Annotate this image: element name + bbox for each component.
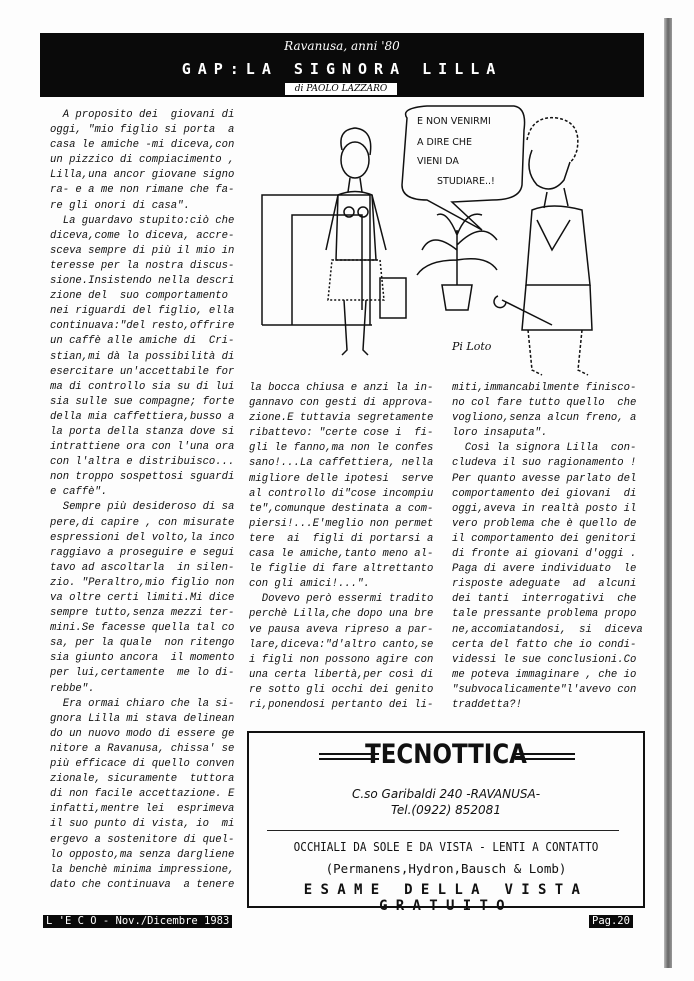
article-title: GAP:LA SIGNORA LILLA [181, 60, 503, 78]
text-line: la bocca chiusa e anzi la in- [249, 382, 434, 394]
ad-phone: Tel.(0922) 852081 [391, 803, 501, 817]
text-line: Lilla,una ancor giovane signo [50, 169, 235, 182]
text-line: Paga di avere individuato le [452, 563, 637, 576]
ad-divider [267, 830, 619, 831]
woman-left [326, 128, 406, 355]
text-line: intrattiene ora con l'una ora [50, 441, 235, 454]
text-line: Per quanto avesse parlato del [452, 472, 637, 485]
text-line: casa le amiche,tanto meno al- [249, 548, 434, 561]
text-line: re gli onori di casa". [50, 199, 190, 212]
text-line: esercitare un'accettabile for [50, 365, 235, 378]
tecnottica-advertisement [247, 731, 645, 914]
text-line: no col fare tutto quello che [452, 397, 637, 410]
text-line: zio. "Peraltro,mio figlio non [50, 576, 235, 589]
text-line: e caffè". [50, 486, 108, 499]
text-line: re sotto gli occhi dei genito [249, 683, 434, 696]
text-column-1 [50, 108, 234, 893]
ad-brands: (Permanens,Hydron,Bausch & Lomb) [325, 861, 567, 876]
text-line: pere,di capire , con misurate [50, 516, 235, 529]
text-line: non troppo sospettosi sguardi [50, 471, 235, 484]
text-line: oggi,aveva in realtà posto il [452, 502, 637, 515]
text-line: i figli non possono agire con [249, 653, 434, 666]
text-line: per lui,certamente me lo di- [50, 667, 235, 680]
text-line: "subvocalicamente"l'avevo con [452, 683, 637, 696]
text-line: dei tanti interrogativi che [452, 593, 637, 606]
text-line: Così la signora Lilla con- [452, 442, 637, 455]
text-line: un caffè alle amiche di Cri- [50, 335, 235, 348]
text-line: infatti,mentre lei esprimeva [50, 803, 235, 816]
text-line: una certa libertà,per così di [249, 668, 434, 681]
text-line: ne,accomiatandosi, si diceva [452, 623, 643, 636]
text-line: nei riguardi del figlio, ella [50, 305, 235, 318]
text-line: comportamento dei giovani di [452, 487, 637, 500]
text-line: Era ormai chiaro che la si- [50, 697, 235, 710]
text-line: le figlie di fare altrettanto [249, 563, 434, 576]
text-line: ve pausa aveva ripreso a par- [249, 623, 434, 636]
text-line: perchè Lilla,che dopo una bre [249, 608, 434, 621]
text-line: ma di controllo sia su di lui [50, 380, 235, 393]
text-line: gnora Lilla mi stava delinean [50, 712, 235, 725]
text-line: videssi le sue conclusioni.Co [452, 653, 637, 666]
text-line: A proposito dei giovani di [50, 109, 235, 121]
text-line: traddetta?! [452, 698, 522, 711]
artist-signature: Pi Loto [452, 340, 492, 353]
text-line: sia giunto ancora il momento [50, 652, 235, 665]
text-line: vogliono,senza alcun freno, a [452, 412, 637, 425]
text-line: più efficace di quello conven [50, 758, 235, 771]
text-line: casa le amiche -mi diceva,con [50, 139, 235, 152]
text-line: sione.Insistendo nella descri [50, 275, 235, 288]
text-line: espressioni del volto,la inco [50, 531, 235, 544]
footer-publication: L 'E C O - Nov./Dicembre 1983 [43, 915, 232, 928]
text-line: un pizzico di compiacimento , [50, 154, 235, 167]
text-line: Dovevo però essermi tradito [249, 593, 434, 606]
text-line: diceva,come lo diceva, accre- [50, 229, 235, 242]
article-header [40, 33, 644, 97]
text-line: migliore delle ipotesi serve [249, 472, 434, 485]
text-line: vero problema che è quello de [452, 517, 637, 530]
ad-business-name: TECNOTTICA [365, 739, 527, 770]
text-line: gannavo con gesti di approva- [249, 397, 434, 410]
text-line: con l'altra e distribuisco... [50, 456, 235, 469]
text-line: di fronte ai giovani d'oggi . [452, 548, 637, 561]
text-line: continuava:"del resto,offrire [50, 320, 235, 333]
text-line: della mia caffettiera,busso a [50, 410, 235, 423]
footer-page-number: Pag.20 [589, 915, 633, 928]
text-line: te",comunque destinata a com- [249, 502, 434, 515]
cartoon-illustration [252, 100, 602, 385]
woman-right [494, 118, 592, 375]
text-line: gli le fanno,ma non le confes [249, 442, 434, 455]
text-line: con gli amici!...". [249, 578, 370, 591]
text-line: ergevo a sostenitore di quel- [50, 833, 235, 846]
text-line: ribattevo: "certe cose i fi- [249, 427, 434, 440]
text-line: tere ai figli di portarsi a [249, 532, 434, 545]
text-line: va oltre certi limiti.Mi dice [50, 592, 235, 604]
article-subtitle: Ravanusa, anni '80 [284, 39, 400, 53]
text-line: do un nuovo modo di essere ge [50, 727, 235, 740]
text-line: zionale, sicuramente tuttora [50, 773, 235, 786]
speech-line-2: A DIRE CHE [417, 137, 473, 148]
text-line: nitore a Ravanusa, chissa' se [50, 742, 235, 755]
text-line: loro insaputa". [452, 427, 548, 440]
ad-free-exam: ESAME DELLA VISTA GRATUITO [303, 882, 589, 914]
text-line: tale pressante problema propo [452, 608, 637, 621]
text-line: tavo ad ascoltarla in silen- [50, 561, 235, 574]
text-line: il comportamento dei genitori [452, 532, 637, 545]
text-line: il suo punto di vista, io mi [50, 818, 235, 831]
text-line: stian,mi dà la possibilità di [50, 350, 235, 363]
text-column-2 [249, 381, 433, 713]
text-line: rebbe". [50, 682, 95, 695]
text-line: sceva sempre di più il mio in [50, 244, 235, 257]
text-line: ra- e a me non rimane che fa- [50, 184, 235, 197]
speech-line-4: STUDIARE..! [437, 176, 495, 187]
text-line: sia sulle sue compagne; forte [50, 395, 235, 408]
text-line: risposte adeguate ad alcuni [452, 578, 637, 591]
text-line: di non facile accettazione. E [50, 788, 235, 801]
text-line: sempre tutto,senza mezzi ter- [50, 607, 235, 620]
text-line: zione del suo comportamento [50, 290, 229, 303]
text-line: miti,immancabilmente finisco- [452, 382, 637, 394]
text-line: piersi!...E'meglio non permet [249, 517, 434, 530]
text-line: teresse per la nostra discus- [50, 259, 235, 272]
speech-line-1: E NON VENIRMI [417, 116, 491, 127]
text-line: certa del fatto che io condi- [452, 638, 637, 651]
text-line: sa, per la quale non ritengo [50, 637, 235, 650]
ad-rule-right [515, 753, 575, 760]
ad-contact [249, 786, 643, 818]
text-line: lare,diceva:"d'altro canto,se [249, 638, 434, 651]
scan-edge [664, 18, 672, 968]
text-line: zione.E tuttavia segretamente [249, 412, 434, 425]
text-line: ri,ponendosi pertanto dei li- [249, 698, 434, 711]
text-line: dato che continuava a tenere [50, 878, 235, 891]
ad-products: OCCHIALI DA SOLE E DA VISTA - LENTI A CONTATTO [293, 839, 599, 854]
text-line: Sempre più desideroso di sa [50, 501, 235, 514]
text-line: al controllo di"cose incompiu [249, 487, 434, 500]
text-line: sano!...La caffettiera, nella [249, 457, 434, 470]
text-line: me poteva immaginare , che io [452, 668, 637, 681]
article-byline: di PAOLO LAZZARO [285, 83, 397, 95]
potted-plant [417, 214, 497, 310]
text-line: la porta della stanza dove si [50, 425, 235, 438]
text-line: oggi, "mio figlio si porta a [50, 124, 235, 137]
speech-line-3: VIENI DA [417, 156, 459, 167]
text-line: lo opposto,ma senza dargliene [50, 848, 235, 861]
text-line: cludeva il suo ragionamento ! [452, 457, 637, 470]
text-column-3 [452, 381, 643, 713]
text-line: la benchè minima impressione, [50, 863, 235, 876]
ad-address: C.so Garibaldi 240 -RAVANUSA- [351, 787, 541, 801]
text-line: raggiavo a proseguire e segui [50, 546, 235, 559]
text-line: La guardavo stupito:ciò che [50, 214, 235, 227]
text-line: mini.Se facesse quella tal co [50, 622, 235, 635]
speech-bubble [402, 106, 525, 230]
